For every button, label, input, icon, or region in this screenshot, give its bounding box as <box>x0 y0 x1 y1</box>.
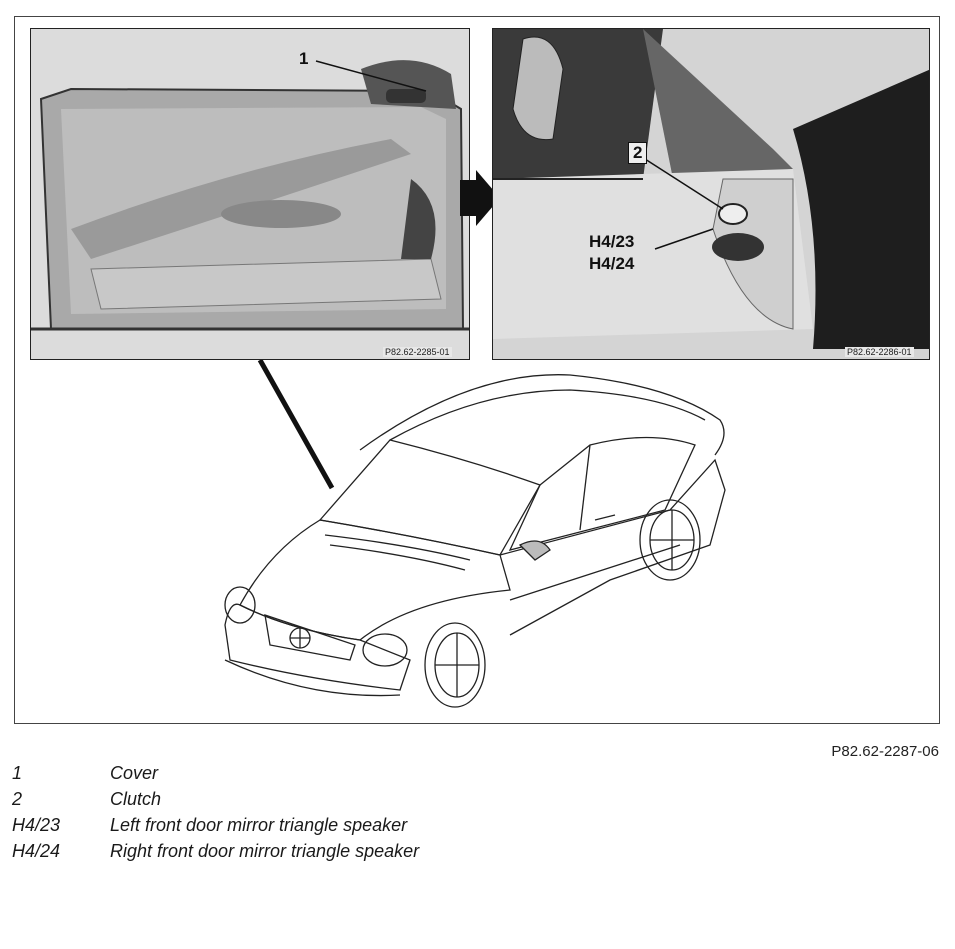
mirror-triangle-photo <box>492 28 930 360</box>
car-line-drawing <box>210 360 750 720</box>
legend-row <box>12 786 512 812</box>
legend-row <box>12 838 512 864</box>
photo-code-right: P82.62-2286-01 <box>847 347 912 357</box>
callout-cover: 1 <box>299 49 309 68</box>
legend-text: Cover <box>110 763 159 783</box>
callout-clutch: 2 <box>628 142 647 164</box>
legend-key: H4/23 <box>12 815 61 835</box>
figure-reference: P82.62-2287-06 <box>831 743 939 760</box>
legend-key: H4/24 <box>12 841 61 861</box>
legend-row <box>12 760 512 786</box>
legend-text: Right front door mirror triangle speaker <box>110 841 420 861</box>
legend-key: 1 <box>12 763 23 783</box>
legend-row <box>12 812 512 838</box>
legend-text: Clutch <box>110 789 162 809</box>
door-panel-photo <box>30 28 470 360</box>
callout-speaker-right: H4/24 <box>589 254 635 273</box>
legend-text: Left front door mirror triangle speaker <box>110 815 408 835</box>
legend-key: 2 <box>12 789 23 809</box>
legend <box>12 760 512 864</box>
callout-speaker-left: H4/23 <box>589 232 635 251</box>
photo-code-left: P82.62-2285-01 <box>385 347 450 357</box>
